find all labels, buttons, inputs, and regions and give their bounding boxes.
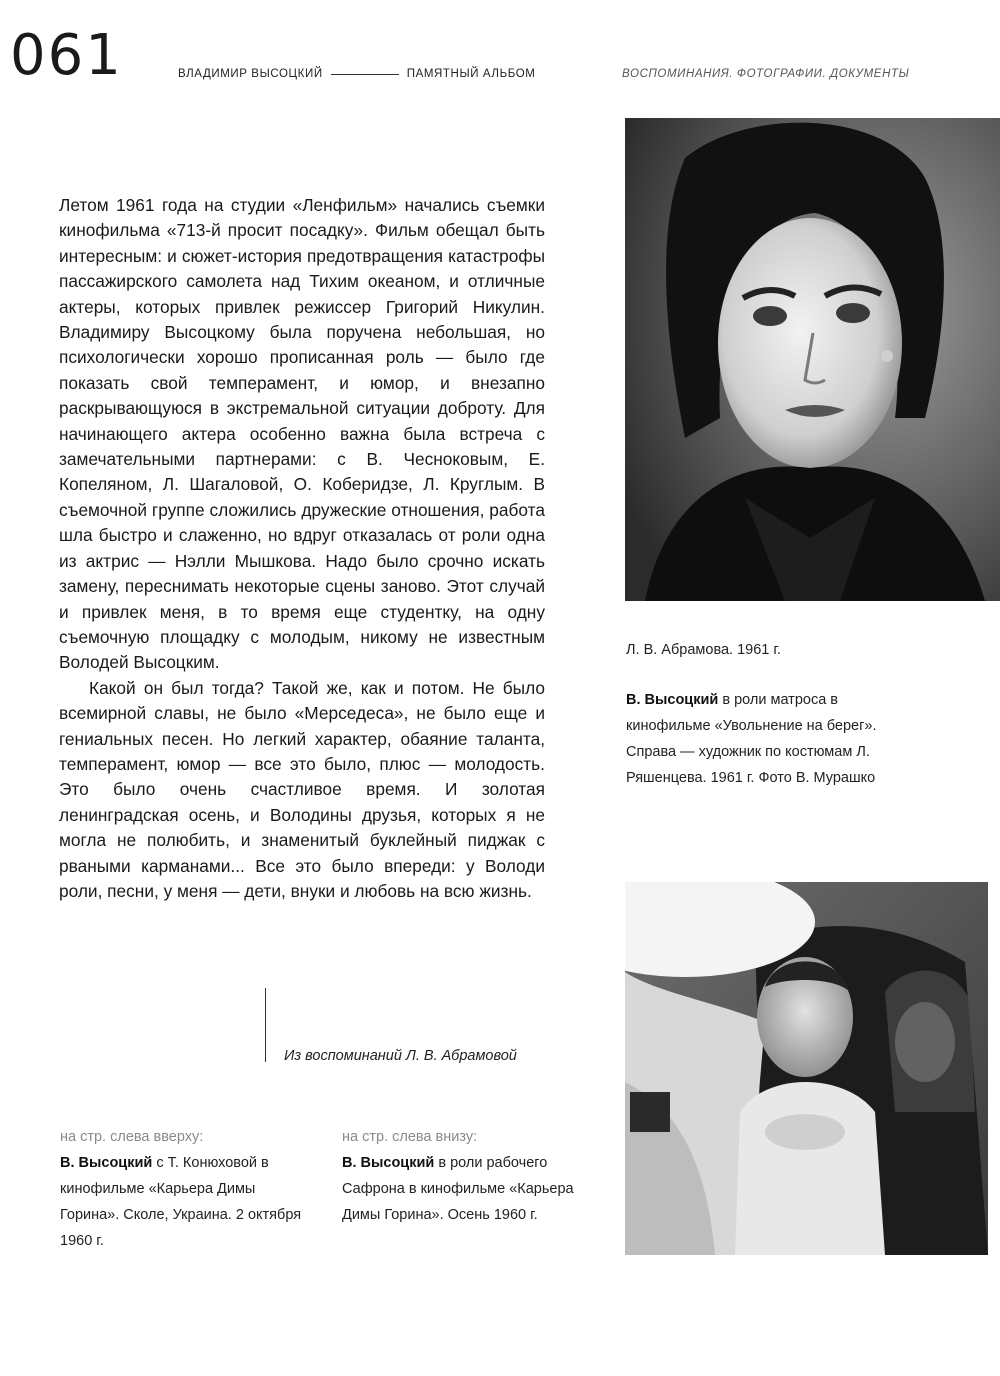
film-still-photo <box>625 882 988 1255</box>
book-author: ВЛАДИМИР ВЫСОЦКИЙ <box>178 68 323 80</box>
caption-lead: на стр. слева внизу: <box>342 1129 478 1145</box>
article-body <box>59 193 545 904</box>
portrait-illustration <box>625 118 1000 601</box>
quote-source: Из воспоминаний Л. В. Абрамовой <box>284 1048 517 1064</box>
sailor-caption <box>626 687 896 791</box>
article-paragraph: Летом 1961 года на студии «Ленфильм» начались съемки кинофильма «713-й просит посадку». Фильм обещал быть интересным: и сюжет-история предотвращения катастрофы пассажирского самолета над Тихим океаном, и отличные актеры, которых привлек режиссер Григорий Никулин. Владимиру Высоцкому была поручена небольшая, но психологически хорошо прописанная роль — было где показать свой темперамент, и юмор, и внезапно раскрывающуюся в экстремальной ситуации доброту. Для начинающего актера особенно важна была встреча с замечательными партнерами: с В. Чесноковым, Е. Копеляном, Л. Шагаловой, О. Коберидзе, Л. Круглым. В съемочной группе сложились дружеские отношения, работа шла быстро и слаженно, но вдруг отказалась от роли одна из актрис — Нэлли Мышкова. Надо было срочно искать замену, переснимать некоторые сцены заново. Этот случай и привлек меня, в то время еще студентку, на одну съемочную площадку с молодым, никому не известным Володей Высоцким. <box>59 195 545 673</box>
page-number: 061 <box>10 23 123 88</box>
caption-name: В. Высоцкий <box>342 1155 435 1171</box>
quote-divider <box>265 988 266 1062</box>
caption-lead: на стр. слева вверху: <box>60 1129 204 1145</box>
left-top-caption <box>60 1126 315 1254</box>
caption-text: в роли матроса в кинофильме «Увольнение на берег». Справа — художник по костюмам Л. Ряшенцева. 1961 г. Фото В. Мурашко <box>626 692 877 786</box>
film-still-illustration <box>625 882 988 1255</box>
caption-name: В. Высоцкий <box>60 1155 153 1171</box>
portrait-caption: Л. В. Абрамова. 1961 г. <box>626 642 781 658</box>
portrait-photo <box>625 118 1000 601</box>
left-bottom-caption <box>342 1126 574 1228</box>
book-title: ПАМЯТНЫЙ АЛЬБОМ <box>406 68 536 80</box>
running-header <box>178 68 535 80</box>
caption-name: В. Высоцкий <box>626 692 719 708</box>
header-divider <box>331 74 399 75</box>
caption-text: с Т. Конюховой в кинофильме «Карьера Димы Горина». Сколе, Украина. 2 октября 1960 г. <box>60 1155 302 1249</box>
caption-text: в роли рабочего Сафрона в кинофильме «Карьера Димы Горина». Осень 1960 г. <box>342 1155 574 1223</box>
article-paragraph: Какой он был тогда? Такой же, как и потом. Не было всемирной славы, не было «Мерседеса», не было еще и гениальных песен. Но легкий характер, обаяние таланта, темперамент, юмор — все это было, плюс — молодость. Это было очень счастливое время. И золотая ленинградская осень, и Володины друзья, которых я не могла не полюбить, и знаменитый буклейный пиджак с рваными карманами... Все это было впереди: у Володи роли, песни, у меня — дети, внуки и любовь на всю жизнь. <box>59 677 545 901</box>
book-subtitle: ВОСПОМИНАНИЯ. ФОТОГРАФИИ. ДОКУМЕНТЫ <box>622 68 910 80</box>
